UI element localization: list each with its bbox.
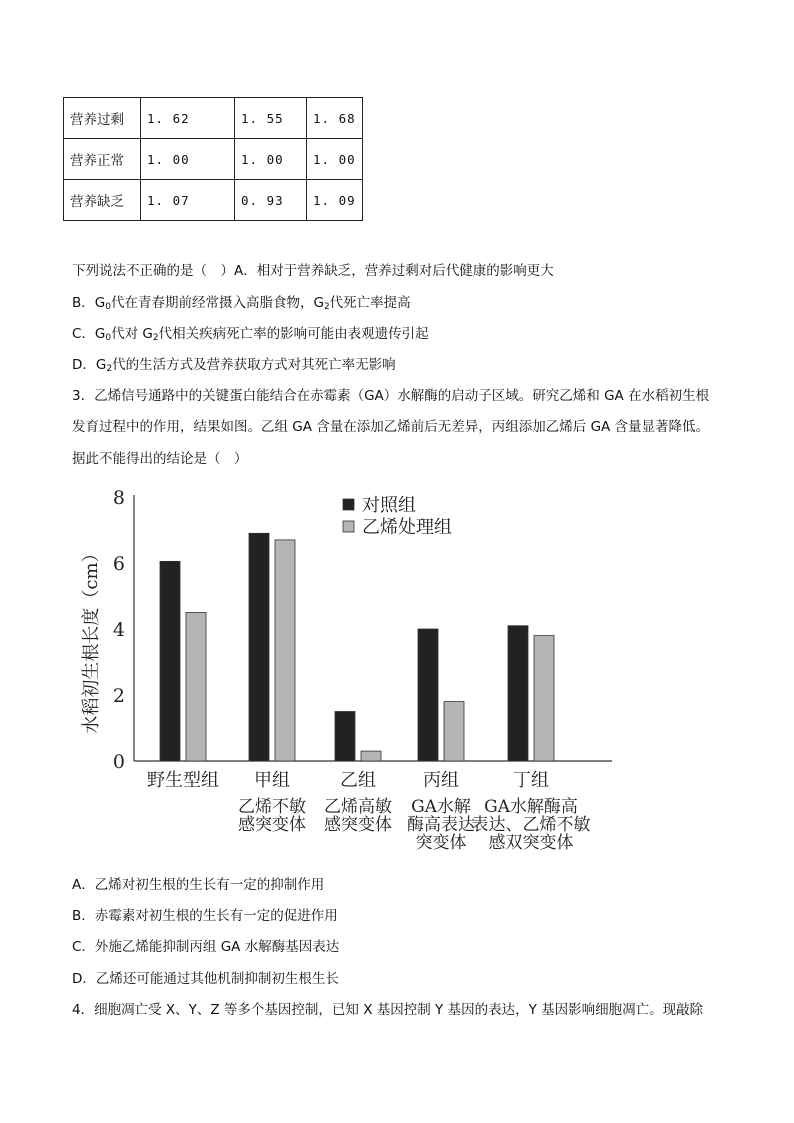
bar-control	[335, 712, 355, 762]
bar-control	[508, 626, 528, 761]
q2-option-d-text: 代的生活方式及营养获取方式对其死亡率无影响	[112, 357, 396, 373]
y-tick-label: 4	[112, 619, 125, 641]
legend-label: 乙烯处理组	[362, 517, 452, 538]
legend-swatch	[343, 521, 354, 532]
y-tick-label: 6	[112, 553, 125, 575]
generation-subscript: 2	[323, 302, 330, 312]
q3-option-d: D．乙烯还可能通过其他机制抑制初生根生长	[72, 971, 339, 987]
q2-option-c	[72, 325, 429, 347]
generation-subscript: 0	[105, 333, 112, 343]
legend-label: 对照组	[362, 495, 416, 516]
y-tick-label: 2	[112, 685, 125, 707]
x-category-subcaption: 感突变体	[238, 815, 306, 835]
table-cell: 1. 07	[141, 180, 235, 221]
table-cell: 1. 68	[307, 98, 363, 139]
q3-stem-line3: 据此不能得出的结论是（ ）	[72, 451, 248, 467]
x-category-label: 乙组	[340, 770, 376, 791]
y-axis-label: 水稻初生根长度（cm）	[81, 544, 102, 734]
bar-control	[418, 629, 438, 761]
x-category-subcaption: 酶高表达	[407, 815, 475, 835]
x-category-label: 丙组	[423, 770, 459, 791]
y-tick-label: 0	[112, 751, 125, 773]
x-category-subcaption: 乙烯不敏	[238, 797, 306, 817]
generation-subscript: 2	[152, 333, 159, 343]
q2-option-b-text: B．G	[72, 295, 106, 311]
table-cell: 1. 00	[141, 139, 235, 180]
table-cell: 1. 00	[307, 139, 363, 180]
bar-chart	[0, 480, 794, 860]
table-row	[64, 139, 363, 180]
q2-option-d-text: D．G	[72, 357, 107, 373]
generation-subscript: 2	[106, 364, 113, 374]
table-cell: 1. 09	[307, 180, 363, 221]
q2-option-b-text: 代在青春期前经常摄入高脂食物，G	[110, 295, 324, 311]
q3-option-b: B．赤霉素对初生根的生长有一定的促进作用	[72, 908, 338, 924]
q4-stem-line1: 4．细胞凋亡受 X、Y、Z 等多个基因控制，已知 X 基因控制 Y 基因的表达，Y 基因影响细胞凋亡。现敲除	[72, 1002, 704, 1018]
x-category-subcaption: 乙烯高敏	[324, 797, 392, 817]
row-label: 营养正常	[64, 139, 141, 180]
x-category-label: 丁组	[513, 770, 549, 791]
x-category-subcaption: 突变体	[415, 833, 467, 853]
table-cell: 1. 00	[235, 139, 307, 180]
x-category-label: 野生型组	[147, 770, 219, 791]
x-category-label: 甲组	[254, 770, 290, 791]
q2-option-c-text: 代对 G	[111, 326, 153, 342]
q2-option-b-text: 代死亡率提高	[329, 295, 411, 311]
bar-ethylene	[361, 751, 381, 761]
table-cell: 1. 55	[235, 98, 307, 139]
legend-swatch	[343, 499, 354, 510]
y-tick-label: 8	[112, 487, 125, 509]
bar-control	[249, 533, 269, 761]
x-category-subcaption: 表达、乙烯不敏	[471, 815, 591, 835]
bar-control	[160, 561, 180, 761]
q2-option-c-text: 代相关疾病死亡率的影响可能由表观遗传引起	[158, 326, 429, 342]
q2-option-b	[72, 294, 411, 316]
q2-option-c-text: C．G	[72, 326, 106, 342]
x-category-subcaption: 感双突变体	[488, 833, 574, 853]
q2-option-d	[72, 356, 396, 378]
q3-option-c: C．外施乙烯能抑制丙组 GA 水解酶基因表达	[72, 939, 340, 955]
bar-ethylene	[275, 540, 295, 761]
table-row	[64, 180, 363, 221]
nutrition-table	[63, 97, 363, 221]
bar-ethylene	[444, 702, 464, 761]
bar-ethylene	[186, 613, 206, 762]
table-row	[64, 98, 363, 139]
q3-stem-line1: 3．乙烯信号通路中的关键蛋白能结合在赤霉素（GA）水解酶的启动子区域。研究乙烯和 GA 在水稻初生根	[72, 388, 710, 404]
table-cell: 0. 93	[235, 180, 307, 221]
row-label: 营养过剩	[64, 98, 141, 139]
x-category-subcaption: GA水解酶高	[484, 797, 578, 817]
bar-ethylene	[534, 636, 554, 761]
x-category-subcaption: GA水解	[411, 797, 471, 817]
row-label: 营养缺乏	[64, 180, 141, 221]
x-category-subcaption: 感突变体	[324, 815, 392, 835]
q3-option-a: A．乙烯对初生根的生长有一定的抑制作用	[72, 877, 325, 893]
table-cell: 1. 62	[141, 98, 235, 139]
q2-stem: 下列说法不正确的是（ ）A．相对于营养缺乏，营养过剩对后代健康的影响更大	[72, 263, 554, 279]
generation-subscript: 0	[105, 302, 111, 312]
q3-stem-line2: 发育过程中的作用，结果如图。乙组 GA 含量在添加乙烯前后无差异，丙组添加乙烯后 GA 含量显著降低。	[72, 419, 710, 435]
